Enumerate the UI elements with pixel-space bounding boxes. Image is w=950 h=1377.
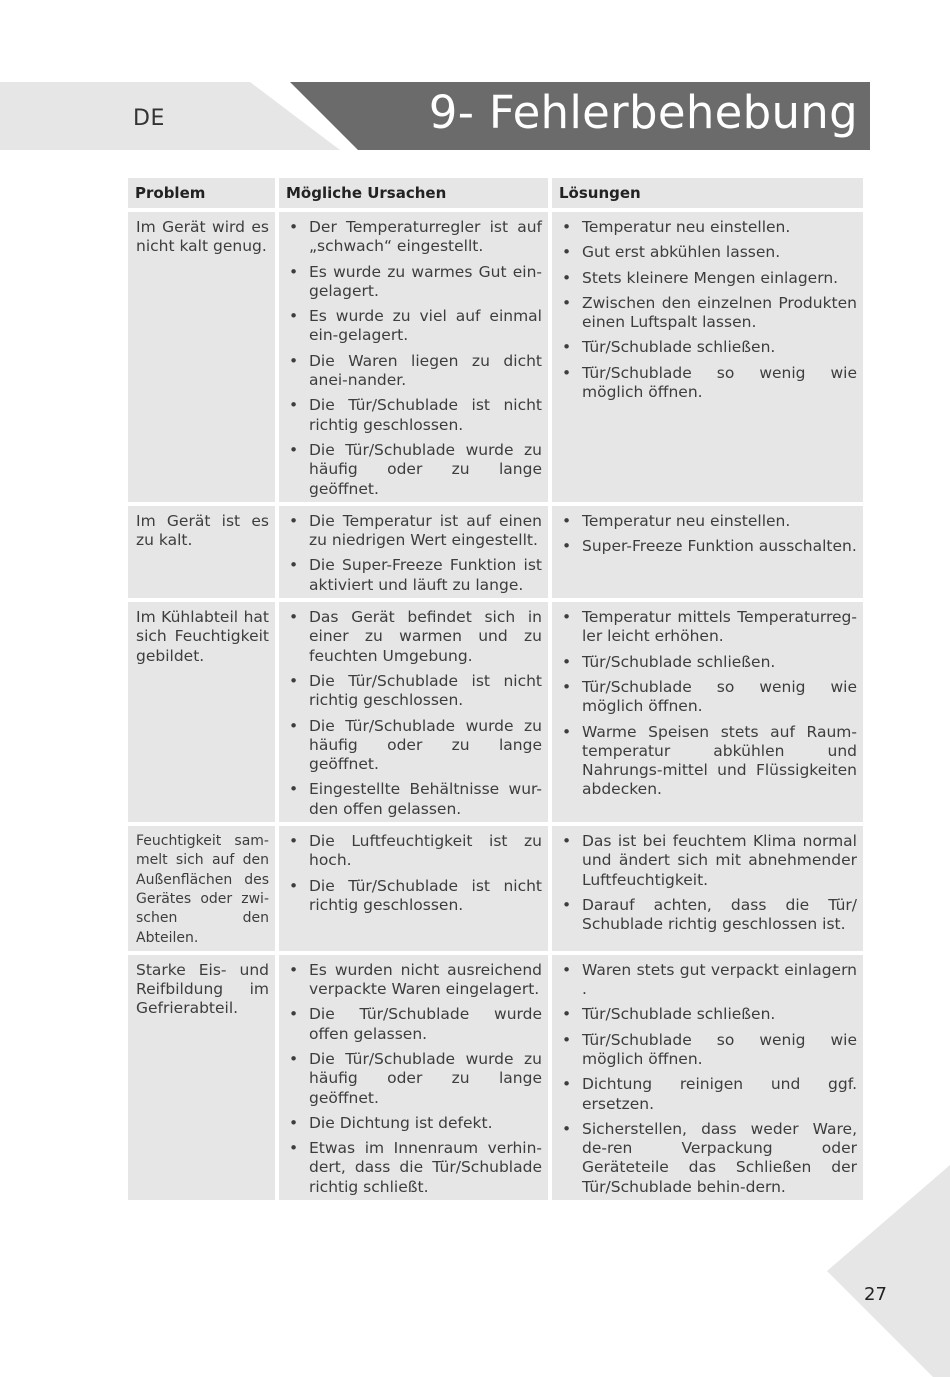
solution-item: • Dichtung reinigen und ggf. ersetzen. [560,1075,857,1114]
solutions-list [560,608,857,800]
causes-list [287,961,542,1197]
table-row [128,826,863,951]
cause-item: • Die Tür/Schublade wurde zu häufig oder zu lange geöffnet. [287,441,542,499]
cause-item: • Es wurde zu viel auf einmal ein-gelagert. [287,307,542,346]
cause-item: • Die Tür/Schublade ist nicht richtig geschlossen. [287,672,542,711]
problem-cell: Im Gerät wird es nicht kalt genug. [128,212,275,502]
solution-item: • Tür/Schublade schließen. [560,338,857,357]
solution-item: • Waren stets gut verpackt einlagern . [560,961,857,1000]
cause-item: • Der Temperaturregler ist auf „schwach“ eingestellt. [287,218,542,257]
solution-item: • Tür/Schublade so wenig wie möglich öffnen. [560,364,857,403]
table-row [128,602,863,822]
solution-item: • Temperatur neu einstellen. [560,218,857,237]
language-code: DE [133,106,165,131]
header-solutions: Lösungen [552,178,863,208]
cause-item: • Die Luftfeuchtigkeit ist zu hoch. [287,832,542,871]
solution-item: • Tür/Schublade schließen. [560,653,857,672]
solution-item: • Tür/Schublade so wenig wie möglich öffnen. [560,1031,857,1070]
table-row [128,955,863,1200]
solution-item: • Tür/Schublade schließen. [560,1005,857,1024]
solution-item: • Super-Freeze Funktion ausschalten. [560,537,857,556]
solution-item: • Warme Speisen stets auf Raum-temperatur abkühlen und Nahrungs-mittel und Flüssigkeiten abdecken. [560,723,857,800]
cause-item: • Die Tür/Schublade wurde zu häufig oder zu lange geöffnet. [287,1050,542,1108]
cause-item: • Die Tür/Schublade wurde offen gelassen. [287,1005,542,1044]
solutions-list [560,961,857,1197]
solutions-list [560,218,857,402]
header-problem: Problem [128,178,275,208]
causes-list [287,512,542,595]
solution-item: • Gut erst abkühlen lassen. [560,243,857,262]
cause-item: • Die Dichtung ist defekt. [287,1114,542,1133]
causes-list [287,218,542,499]
solution-item: • Sicherstellen, dass weder Ware, de-ren Verpackung oder Geräteteile das Schließen der Tür/Schublade behin-dern. [560,1120,857,1197]
cause-item: • Die Temperatur ist auf einen zu niedrigen Wert eingestellt. [287,512,542,551]
solutions-cell [552,826,863,951]
solution-item: • Zwischen den einzelnen Produkten einen Luftspalt lassen. [560,294,857,333]
cause-item: • Eingestellte Behältnisse wur-den offen gelassen. [287,780,542,819]
solution-item: • Temperatur neu einstellen. [560,512,857,531]
causes-cell [279,826,548,951]
solution-item: • Stets kleinere Mengen einlagern. [560,269,857,288]
solutions-cell [552,602,863,822]
table-row [128,506,863,598]
solution-item: • Tür/Schublade so wenig wie möglich öffnen. [560,678,857,717]
cause-item: • Die Tür/Schublade ist nicht richtig geschlossen. [287,396,542,435]
solution-item: • Darauf achten, dass die Tür/ Schublade richtig geschlossen ist. [560,896,857,935]
causes-cell [279,212,548,502]
causes-cell [279,506,548,598]
header-causes: Mögliche Ursachen [279,178,548,208]
cause-item: • Es wurde zu warmes Gut ein-gelagert. [287,263,542,302]
cause-item: • Es wurden nicht ausreichend verpackte Waren eingelagert. [287,961,542,1000]
solutions-cell [552,955,863,1200]
problem-cell: Feuchtigkeit sam-melt sich auf den Außenflächen des Gerätes oder zwi-schen den Abteilen. [128,826,275,951]
problem-cell: Im Gerät ist es zu kalt. [128,506,275,598]
cause-item: • Die Tür/Schublade ist nicht richtig geschlossen. [287,877,542,916]
page-title: 9- Fehlerbehebung [428,86,858,139]
table-row [128,212,863,502]
troubleshooting-table [124,174,867,1204]
solutions-list [560,512,857,557]
solutions-cell [552,506,863,598]
cause-item: • Die Super-Freeze Funktion ist aktiviert und läuft zu lange. [287,556,542,595]
causes-list [287,608,542,819]
language-tab [0,82,340,150]
problem-cell: Im Kühlabteil hat sich Feuchtigkeit gebildet. [128,602,275,822]
solution-item: • Temperatur mittels Temperaturreg-ler leicht erhöhen. [560,608,857,647]
solutions-list [560,832,857,934]
page-number: 27 [864,1284,887,1305]
cause-item: • Die Tür/Schublade wurde zu häufig oder zu lange geöffnet. [287,717,542,775]
causes-cell [279,955,548,1200]
table-header-row [128,178,863,208]
cause-item: • Etwas im Innenraum verhin-dert, dass die Tür/Schublade richtig schließt. [287,1139,542,1197]
cause-item: • Die Waren liegen zu dicht anei-nander. [287,352,542,391]
solutions-cell [552,212,863,502]
cause-item: • Das Gerät befindet sich in einer zu warmen und zu feuchten Umgebung. [287,608,542,666]
problem-cell: Starke Eis- und Reifbildung im Gefrierabteil. [128,955,275,1200]
causes-list [287,832,542,915]
causes-cell [279,602,548,822]
solution-item: • Das ist bei feuchtem Klima normal und ändert sich mit abnehmender Luftfeuchtigkeit. [560,832,857,890]
